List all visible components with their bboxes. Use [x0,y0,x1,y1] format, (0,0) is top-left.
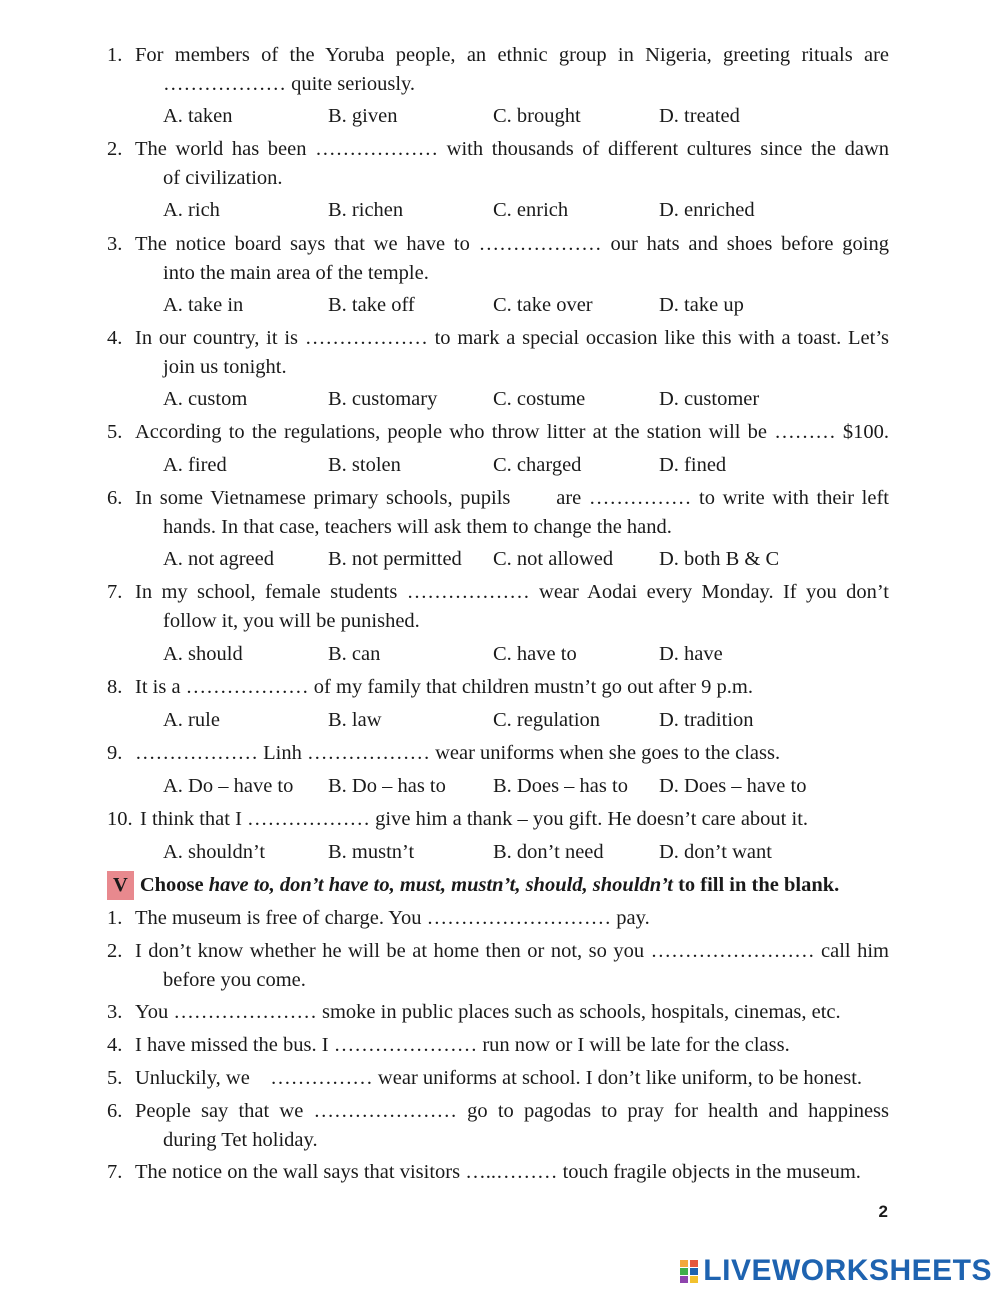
option-a[interactable]: A. rich [163,199,220,221]
option-d[interactable]: D. don’t want [659,841,772,863]
item-number: 1. [107,907,123,929]
question-1 [107,41,889,99]
item-number: 2. [107,940,123,962]
question-text: The notice board says that we have to ……………… our hats and shoes before going [135,233,889,255]
question-text-cont: into the main area of the temple. [163,262,429,284]
question-number: 5. [107,421,123,443]
option-b[interactable]: B. not permitted [328,548,462,570]
question-text-cont: of civilization. [163,167,283,189]
question-9 [107,739,889,768]
question-6 [107,484,889,542]
question-number: 7. [107,581,123,603]
option-b[interactable]: B. mustn’t [328,841,415,863]
section-instruction-prefix: Choose [139,874,209,896]
option-b[interactable]: B. law [328,709,382,731]
item-number: 3. [107,1001,123,1023]
item-text[interactable]: I have missed the bus. I ………………… run now or I will be late for the class. [135,1034,790,1056]
question-text: For members of the Yoruba people, an ethnic group in Nigeria, greeting rituals are [135,44,889,66]
question-8 [107,673,889,702]
option-b[interactable]: B. given [328,105,398,127]
option-b[interactable]: B. richen [328,199,404,221]
option-d[interactable]: D. have [659,643,723,665]
option-a[interactable]: A. rule [163,709,220,731]
option-c[interactable]: C. enrich [493,199,569,221]
section-instruction-suffix: to fill in the blank. [672,874,840,896]
item-number: 4. [107,1034,123,1056]
option-b[interactable]: B. take off [328,294,415,316]
item-text[interactable]: Unluckily, we …………… wear uniforms at school. I don’t like uniform, to be honest. [135,1067,863,1089]
section-badge: V [107,871,134,900]
option-a[interactable]: A. taken [163,105,233,127]
question-text: It is a ……………… of my family that children mustn’t go out after 9 p.m. [135,676,753,698]
option-c[interactable]: B. Does – has to [493,775,628,797]
option-c[interactable]: C. costume [493,388,586,410]
item-text-cont: before you come. [163,969,306,991]
v-item-1 [107,904,889,933]
question-text-cont: hands. In that case, teachers will ask them to change the hand. [163,516,672,538]
question-text: In some Vietnamese primary schools, pupils are …………… to write with their left [135,487,889,509]
question-text: I think that I ……………… give him a thank – you gift. He doesn’t care about it. [140,808,809,830]
question-text: According to the regulations, people who throw litter at the station will be ……… $100. [135,421,889,443]
question-number: 8. [107,676,123,698]
option-a[interactable]: A. shouldn’t [163,841,266,863]
option-b[interactable]: B. customary [328,388,438,410]
item-text[interactable]: The museum is free of charge. You ……………………… pay. [135,907,650,929]
question-number: 10. [107,808,133,830]
option-a[interactable]: A. Do – have to [163,775,294,797]
v-item-4 [107,1031,889,1060]
option-a[interactable]: A. should [163,643,243,665]
item-text-cont: during Tet holiday. [163,1129,318,1151]
item-number: 5. [107,1067,123,1089]
item-text[interactable]: I don’t know whether he will be at home then or not, so you …………………… call him [135,940,889,962]
liveworksheets-logo [679,1254,992,1288]
question-10 [107,805,889,834]
brand-mark-icon [679,1258,699,1284]
options-5 [163,451,863,480]
options-10 [163,838,863,867]
question-text: In my school, female students ……………… wear Aodai every Monday. If you don’t [135,581,889,603]
question-text-cont: ……………… quite seriously. [163,73,416,95]
option-b[interactable]: B. can [328,643,381,665]
question-5 [107,418,889,447]
section-instruction-modals: have to, don’t have to, must, mustn’t, should, shouldn’t [208,874,673,896]
question-number: 9. [107,742,123,764]
section-v-heading [107,871,839,900]
option-c[interactable]: C. have to [493,643,577,665]
option-d[interactable]: D. tradition [659,709,754,731]
v-item-3 [107,998,889,1027]
options-9 [163,772,863,801]
option-d[interactable]: D. Does – have to [659,775,807,797]
v-item-2 [107,937,889,995]
option-d[interactable]: D. enriched [659,199,755,221]
question-text: In our country, it is ……………… to mark a special occasion like this with a toast. Let’s [135,327,889,349]
question-7 [107,578,889,636]
item-text[interactable]: The notice on the wall says that visitors …..……… touch fragile objects in the museum. [135,1161,861,1183]
question-2 [107,135,889,193]
question-number: 1. [107,44,123,66]
question-text: ……………… Linh ……………… wear uniforms when she goes to the class. [135,742,781,764]
item-text[interactable]: People say that we ………………… go to pagodas to pray for health and happiness [135,1100,889,1122]
options-4 [163,385,863,414]
brand-name: LIVEWORKSHEETS [703,1254,992,1287]
option-c[interactable]: C. not allowed [493,548,614,570]
question-text-cont: join us tonight. [163,356,287,378]
item-number: 6. [107,1100,123,1122]
option-c[interactable]: C. brought [493,105,581,127]
question-number: 2. [107,138,123,160]
question-number: 6. [107,487,123,509]
v-item-6 [107,1097,889,1155]
question-4 [107,324,889,382]
page-number: 2 [878,1202,888,1221]
option-d[interactable]: D. customer [659,388,760,410]
option-c[interactable]: B. don’t need [493,841,604,863]
option-a[interactable]: A. fired [163,454,227,476]
question-number: 4. [107,327,123,349]
option-c[interactable]: C. regulation [493,709,601,731]
item-number: 7. [107,1161,123,1183]
options-7 [163,640,863,669]
options-6 [163,545,863,574]
option-b[interactable]: B. Do – has to [328,775,446,797]
option-c[interactable]: C. charged [493,454,582,476]
options-2 [163,196,863,225]
option-d[interactable]: D. treated [659,105,740,127]
options-1 [163,102,863,131]
options-8 [163,706,863,735]
option-d[interactable]: D. fined [659,454,727,476]
item-text[interactable]: You ………………… smoke in public places such as schools, hospitals, cinemas, etc. [135,1001,841,1023]
question-text: The world has been ……………… with thousands of different cultures since the dawn [135,138,889,160]
option-a[interactable]: A. take in [163,294,244,316]
option-d[interactable]: D. take up [659,294,744,316]
question-3 [107,230,889,288]
option-c[interactable]: C. take over [493,294,593,316]
option-b[interactable]: B. stolen [328,454,401,476]
v-item-5 [107,1064,889,1093]
option-d[interactable]: D. both B & C [659,548,780,570]
options-3 [163,291,863,320]
option-a[interactable]: A. not agreed [163,548,274,570]
v-item-7 [107,1158,889,1187]
question-number: 3. [107,233,123,255]
question-text-cont: follow it, you will be punished. [163,610,420,632]
option-a[interactable]: A. custom [163,388,248,410]
